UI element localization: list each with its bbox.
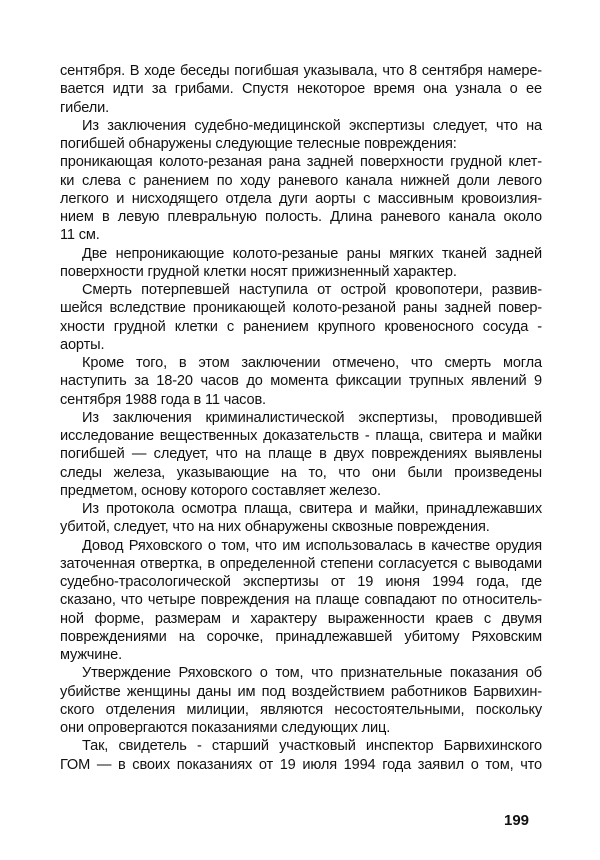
text-line: шейся вследствие проникающей колото-резаной раны задней повер- <box>60 300 542 317</box>
text-line: 11 см. <box>60 227 100 244</box>
text-line: хности грудной клетки с ранением крупного кровеносного сосуда - <box>60 318 542 335</box>
text-line: следы железа, указывающие на то, что они были произведены <box>60 464 542 481</box>
text-line: Довод Ряховского о том, что им использовалась в качестве орудия <box>82 537 542 554</box>
text-line: Утверждение Ряховского о том, что признательные показания об <box>82 665 542 682</box>
text-line: мужчине. <box>60 647 123 663</box>
page-body <box>60 62 542 774</box>
text-line: наступить за 18-20 часов до момента фиксации трупных явлений 9 <box>60 373 542 390</box>
text-line: вается идти за грибами. Спустя некоторое время она узнала о ее <box>60 81 542 98</box>
text-line: Смерть потерпевшей наступила от острой кровопотери, развив- <box>82 282 542 298</box>
text-line: повреждениями на сорочке, принадлежавшей убитому Ряховским <box>60 628 542 645</box>
text-line: Кроме того, в этом заключении отмечено, что смерть могла <box>82 355 542 371</box>
text-line: ГОМ — в своих показаниях от 19 июля 1994 года заявил о том, что <box>60 756 542 773</box>
text-line: Из заключения криминалистической экспертизы, проводившей <box>82 409 542 426</box>
page-number: 199 <box>504 812 530 829</box>
text-line: погибшей обнаружены следующие телесные повреждения: <box>60 136 457 152</box>
text-line: погибшей — следует, что на плаще в двух повреждениях выявлены <box>60 446 542 463</box>
text-line: Так, свидетель - старший участковый инспектор Барвихинского <box>82 738 542 755</box>
text-line: убитой, следует, что на них обнаружены сквозные повреждения. <box>60 519 490 536</box>
text-line: ского отделения милиции, являются несостоятельными, поскольку <box>60 701 542 718</box>
text-line: Из протокола осмотра плаща, свитера и майки, принадлежавших <box>82 501 542 517</box>
text-line: нием в левую плевральную полость. Длина раневого канала около <box>60 209 542 225</box>
text-line: они опровергаются показаниями следующих лиц. <box>60 720 391 736</box>
text-line: легкого и нисходящего отдела дуги аорты с массивным кровоизлия- <box>60 190 542 207</box>
text-line: ки слева с ранением по ходу раневого канала нижней доли левого <box>60 172 542 189</box>
text-line: проникающая колото-резаная рана задней поверхности грудной клет- <box>60 154 542 171</box>
text-line: гибели. <box>60 99 109 116</box>
text-line: поверхности грудной клетки носят прижизненный характер. <box>60 263 457 280</box>
text-line: судебно-трасологической экспертизы от 19 июня 1994 года, где <box>60 574 542 590</box>
text-line: заточенная отвертка, в определенной степени согласуется с выводами <box>60 555 542 572</box>
text-line: ной форме, размерам и характеру выраженности краев с двумя <box>60 610 542 627</box>
text-line: предметом, основу которого составляет железо. <box>60 482 381 499</box>
text-line: исследование вещественных доказательств - плаща, свитера и майки <box>60 428 542 444</box>
text-line: Из заключения судебно-медицинской экспертизы следует, что на <box>82 117 542 134</box>
text-line: убийстве женщины даны им под воздействием работников Барвихин- <box>60 683 542 700</box>
text-line: сентября. В ходе беседы погибшая указывала, что 8 сентября намере- <box>60 63 542 79</box>
text-line: Две непроникающие колото-резаные раны мягких тканей задней <box>82 245 542 262</box>
text-line: аорты. <box>60 336 105 353</box>
text-line: сентября 1988 года в 11 часов. <box>60 391 266 408</box>
text-line: сказано, что четыре повреждения на плаще совпадают по относитель- <box>60 592 542 609</box>
